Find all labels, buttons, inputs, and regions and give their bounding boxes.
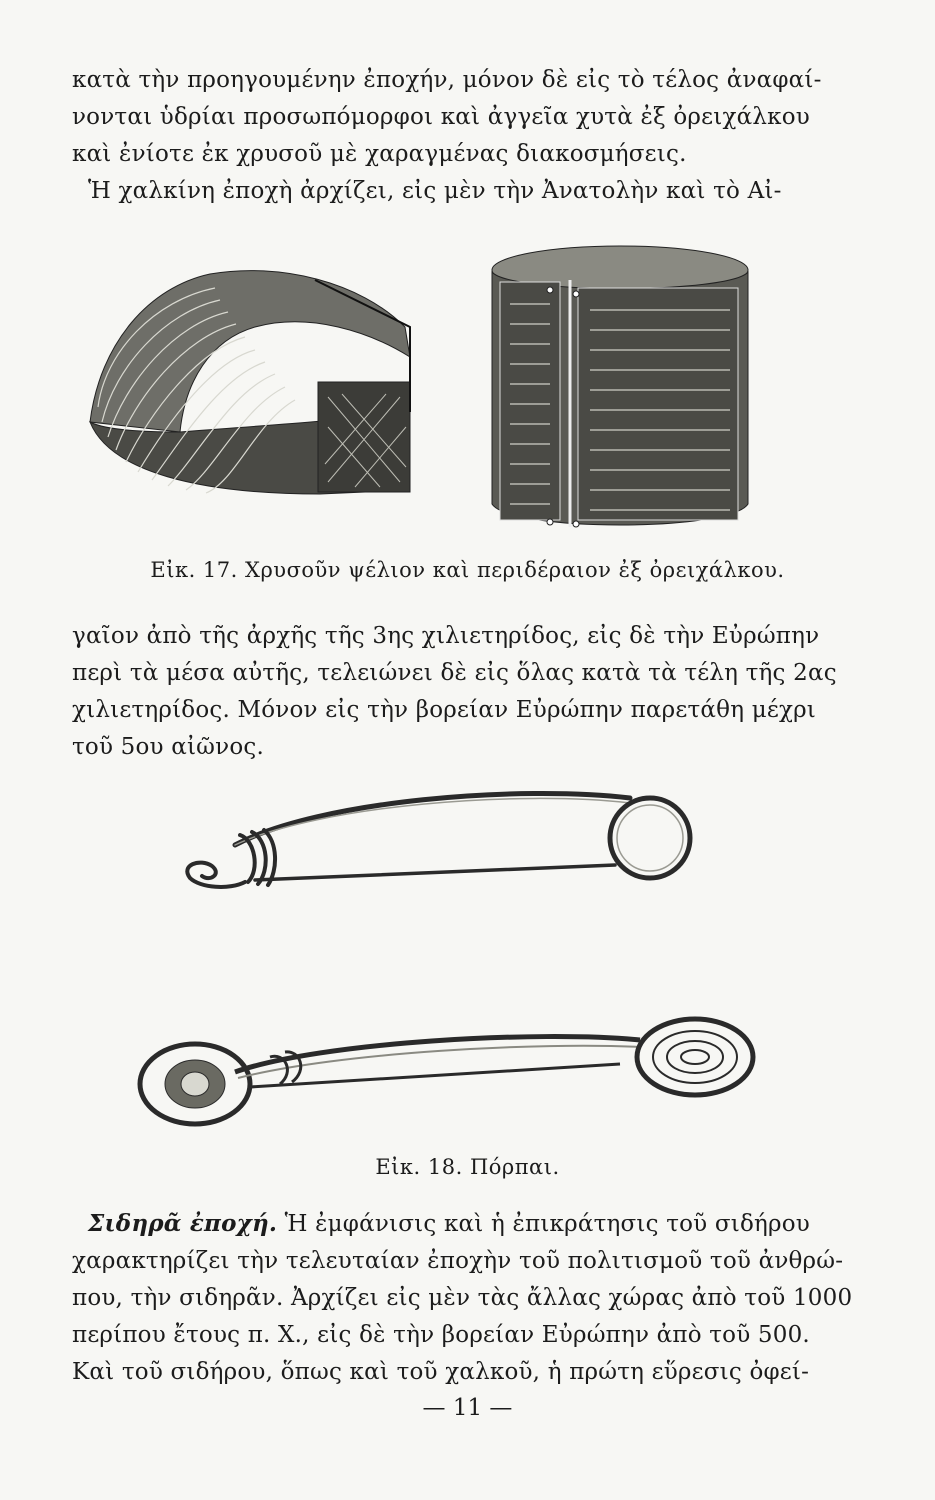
- text-line: χαρακτηρίζει τὴν τελευταίαν ἐποχὴν τοῦ πολιτισμοῦ τοῦ ἀνθρώ-: [72, 1248, 844, 1274]
- text-line: που, τὴν σιδηρᾶν. Ἀρχίζει εἰς μὲν τὰς ἄλλας χώρας ἀπὸ τοῦ 1000: [72, 1285, 853, 1311]
- bracelet-drawing: [492, 246, 748, 527]
- text-line: χιλιετηρίδος. Μόνον εἰς τὴν βορείαν Εὐρώπην παρετάθη μέχρι: [72, 697, 817, 723]
- section-heading-iron-age: Σιδηρᾶ ἐποχή.: [88, 1210, 278, 1237]
- fibula-top-illustration: [160, 770, 760, 920]
- necklace-drawing: [90, 271, 410, 494]
- text-line: [72, 1205, 826, 1243]
- paragraph-1: [72, 62, 826, 210]
- text-line: περίπου ἔτους π. Χ., εἰς δὲ τὴν βορείαν Εὐρώπην ἀπὸ τοῦ 500.: [72, 1322, 810, 1348]
- text-line: κατὰ τὴν προηγουμένην ἐποχήν, μόνον δὲ εἰς τὸ τέλος ἀναφαί-: [72, 67, 822, 93]
- figure-17-caption: Εἰκ. 17. Χρυσοῦν ψέλιον καὶ περιδέραιον ἐξ ὀρειχάλκου.: [150, 558, 785, 582]
- fibula-bottom-illustration: [120, 1012, 770, 1132]
- page-number: — 11 —: [422, 1395, 513, 1421]
- text-line: περὶ τὰ μέσα αὐτῆς, τελειώνει δὲ εἰς ὅλας κατὰ τὰ τέλη τῆς 2ας: [72, 660, 837, 686]
- text-line-rest: Ἡ ἐμφάνισις καὶ ἡ ἐπικράτησις τοῦ σιδήρου: [277, 1211, 810, 1237]
- text-line: γαῖον ἀπὸ τῆς ἀρχῆς τῆς 3ης χιλιετηρίδος, εἰς δὲ τὴν Εὐρώπην: [72, 623, 820, 649]
- paragraph-2: [72, 618, 837, 766]
- text-line: Καὶ τοῦ σιδήρου, ὅπως καὶ τοῦ χαλκοῦ, ἡ πρώτη εὕρεσις ὀφεί-: [72, 1359, 810, 1385]
- figure-17-illustration: [80, 232, 820, 552]
- text-line: τοῦ 5ου αἰῶνος.: [72, 734, 264, 760]
- text-line: νονται ὑδρίαι προσωπόμορφοι καὶ ἀγγεῖα χυτὰ ἐξ ὀρειχάλκου: [72, 104, 810, 130]
- paragraph-3: [72, 1205, 853, 1391]
- text-line: Ἡ χαλκίνη ἐποχὴ ἀρχίζει, εἰς μὲν τὴν Ἀνατολὴν καὶ τὸ Αἰ-: [88, 178, 782, 204]
- text-line: καὶ ἐνίοτε ἐκ χρυσοῦ μὲ χαραγμένας διακοσμήσεις.: [72, 141, 687, 167]
- figure-18-caption: Εἰκ. 18. Πόρπαι.: [375, 1155, 560, 1179]
